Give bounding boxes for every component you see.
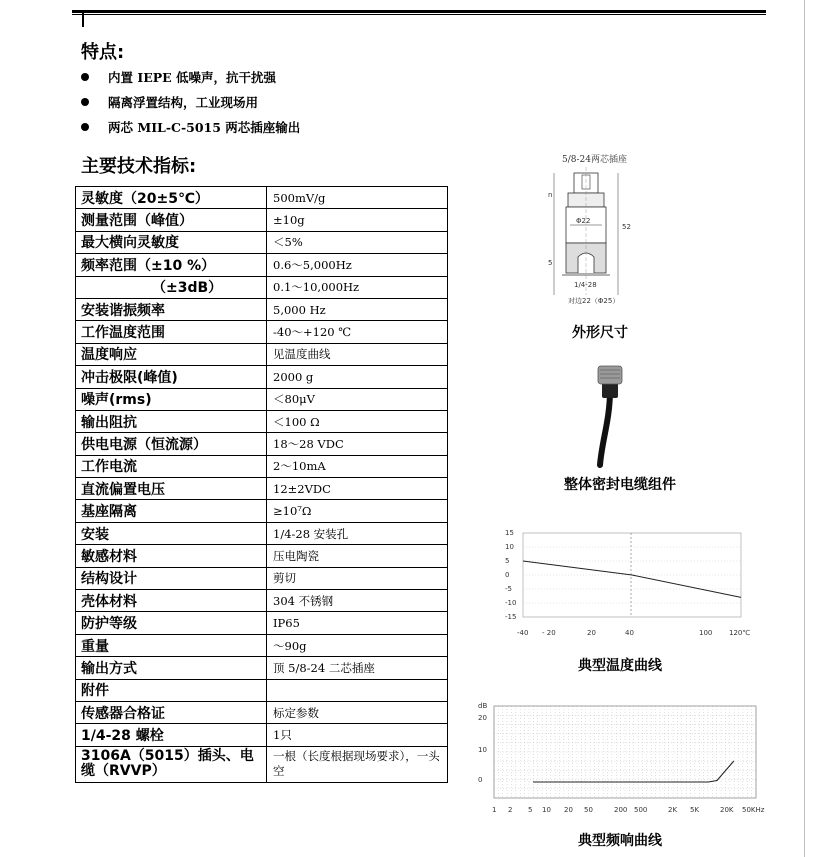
features-list [81, 64, 300, 139]
spec-value: 2～10mA [267, 455, 448, 477]
spec-value: 12±2VDC [267, 478, 448, 500]
spec-row [76, 321, 448, 343]
spec-key: 直流偏置电压 [76, 478, 267, 500]
y-tick-label: 0 [505, 571, 510, 579]
spec-row [76, 746, 448, 782]
spec-row [76, 209, 448, 231]
y-tick-label: 0 [478, 776, 483, 784]
spec-row [76, 701, 448, 723]
spec-key: 测量范围（峰值） [76, 209, 267, 231]
bullet-icon [81, 123, 89, 131]
spec-row [76, 231, 448, 253]
spec-key: 基座隔离 [76, 500, 267, 522]
spec-key: 频率范围（±10 %） [76, 254, 267, 276]
spec-row [76, 657, 448, 679]
spec-key: 传感器合格证 [76, 701, 267, 723]
specs-title: 主要技术指标: [81, 156, 197, 177]
drawing-caption: 外形尺寸 [572, 325, 628, 341]
cable-image [580, 360, 640, 465]
temp-chart-caption: 典型温度曲线 [578, 658, 662, 674]
spec-row [76, 612, 448, 634]
spec-key: 敏感材料 [76, 545, 267, 567]
spec-value: 顶 5/8-24 二芯插座 [267, 657, 448, 679]
spec-row [76, 478, 448, 500]
spec-row [76, 410, 448, 432]
spec-value: ≥10⁷Ω [267, 500, 448, 522]
x-tick-label: 50 [584, 806, 593, 814]
frequency-chart [470, 698, 770, 818]
spec-key: 附件 [76, 679, 267, 701]
x-tick-label: 50KHz [742, 806, 765, 814]
header-tick [82, 13, 84, 27]
spec-value: 压电陶瓷 [267, 545, 448, 567]
spec-key: 噪声(rms) [76, 388, 267, 410]
spec-row [76, 567, 448, 589]
x-tick-label: 10 [542, 806, 551, 814]
y-tick-label: 10 [478, 746, 487, 754]
features-title: 特点: [81, 42, 125, 63]
y-tick-label: -15 [505, 613, 517, 621]
spec-value: 5,000 Hz [267, 298, 448, 320]
spec-row [76, 724, 448, 746]
hex-label: 对边22（Φ25） [568, 297, 620, 305]
spec-key: 3106A（5015）插头、电缆（RVVP） [76, 746, 267, 782]
header-rule-thin [72, 14, 766, 15]
feature-item: 隔离浮置结构，工业现场用 [81, 89, 300, 114]
spec-row [76, 433, 448, 455]
spec-key: 1/4-28 螺栓 [76, 724, 267, 746]
spec-table [75, 186, 448, 783]
spec-row [76, 298, 448, 320]
dim-c-label: 5 [548, 259, 553, 267]
y-tick-label: 10 [505, 543, 514, 551]
spec-key: 供电电源（恒流源） [76, 433, 267, 455]
spec-key: 重量 [76, 634, 267, 656]
spec-value: 标定参数 [267, 701, 448, 723]
spec-value: 1只 [267, 724, 448, 746]
spec-value: 1/4-28 安装孔 [267, 522, 448, 544]
diameter-label: Φ22 [576, 217, 591, 225]
temperature-chart [495, 525, 755, 645]
spec-value: ～90g [267, 634, 448, 656]
feature-item: 两芯 MIL-C-5015 两芯插座输出 [81, 114, 300, 139]
spec-key: 防护等级 [76, 612, 267, 634]
spec-value: 2000 g [267, 366, 448, 388]
spec-key: 冲击极限(峰值) [76, 366, 267, 388]
bullet-icon [81, 73, 89, 81]
spec-key: 安装 [76, 522, 267, 544]
spec-value: ＜80μV [267, 388, 448, 410]
x-tick-label: 100 [699, 629, 713, 637]
spec-row [76, 679, 448, 701]
y-tick-label: 20 [478, 714, 487, 722]
spec-row [76, 388, 448, 410]
spec-key: 安装谐振频率 [76, 298, 267, 320]
spec-key: （±3dB） [76, 276, 267, 298]
spec-row [76, 545, 448, 567]
spec-value: 0.6～5,000Hz [267, 254, 448, 276]
spec-value: 500mV/g [267, 187, 448, 209]
spec-row [76, 366, 448, 388]
x-tick-label: 20K [720, 806, 734, 814]
dimension-drawing [540, 165, 640, 310]
x-tick-label: 5 [528, 806, 533, 814]
spec-row [76, 187, 448, 209]
x-tick-label: 40 [625, 629, 634, 637]
spec-row [76, 590, 448, 612]
dim-a-label: ח [548, 191, 553, 199]
spec-value [267, 679, 448, 701]
spec-key: 输出阻抗 [76, 410, 267, 432]
spec-value: IP65 [267, 612, 448, 634]
spec-row [76, 343, 448, 365]
y-tick-label: dB [478, 702, 488, 710]
spec-value: -40～+120 ℃ [267, 321, 448, 343]
freq-chart-caption: 典型频响曲线 [578, 833, 662, 849]
x-tick-label: - 20 [542, 629, 556, 637]
spec-value: 0.1～10,000Hz [267, 276, 448, 298]
dim-b-label: 52 [622, 223, 631, 231]
drawing-top-label: 5/8-24两芯插座 [562, 155, 627, 165]
x-tick-label: 120℃ [729, 629, 751, 637]
y-tick-label: -5 [505, 585, 512, 593]
x-tick-label: -40 [517, 629, 529, 637]
spec-value: 见温度曲线 [267, 343, 448, 365]
y-tick-label: 15 [505, 529, 514, 537]
spec-row [76, 634, 448, 656]
x-tick-label: 20 [564, 806, 573, 814]
x-tick-label: 200 [614, 806, 628, 814]
spec-value: ＜100 Ω [267, 410, 448, 432]
spec-key: 温度响应 [76, 343, 267, 365]
feature-item: 内置 IEPE 低噪声，抗干扰强 [81, 64, 300, 89]
spec-row [76, 455, 448, 477]
y-tick-label: -10 [505, 599, 517, 607]
spec-value: 一根（长度根据现场要求），一头空 [267, 746, 448, 782]
x-tick-label: 5K [690, 806, 700, 814]
spec-value: ±10g [267, 209, 448, 231]
spec-row [76, 254, 448, 276]
spec-key: 输出方式 [76, 657, 267, 679]
x-tick-label: 1 [492, 806, 497, 814]
spec-row [76, 500, 448, 522]
thread-label: 1/4-28 [574, 281, 597, 289]
spec-key: 最大横向灵敏度 [76, 231, 267, 253]
spec-key: 壳体材料 [76, 590, 267, 612]
header-rule [72, 10, 766, 13]
bullet-icon [81, 98, 89, 106]
x-tick-label: 2 [508, 806, 513, 814]
x-tick-label: 20 [587, 629, 596, 637]
spec-value: 304 不锈钢 [267, 590, 448, 612]
spec-value: ＜5% [267, 231, 448, 253]
spec-key: 工作电流 [76, 455, 267, 477]
spec-row [76, 522, 448, 544]
spec-key: 结构设计 [76, 567, 267, 589]
spec-key: 灵敏度（20±5℃） [76, 187, 267, 209]
x-tick-label: 500 [634, 806, 648, 814]
x-tick-label: 2K [668, 806, 678, 814]
spec-key: 工作温度范围 [76, 321, 267, 343]
spec-value: 剪切 [267, 567, 448, 589]
y-tick-label: 5 [505, 557, 510, 565]
spec-value: 18～28 VDC [267, 433, 448, 455]
spec-row [76, 276, 448, 298]
cable-caption: 整体密封电缆组件 [564, 477, 676, 493]
